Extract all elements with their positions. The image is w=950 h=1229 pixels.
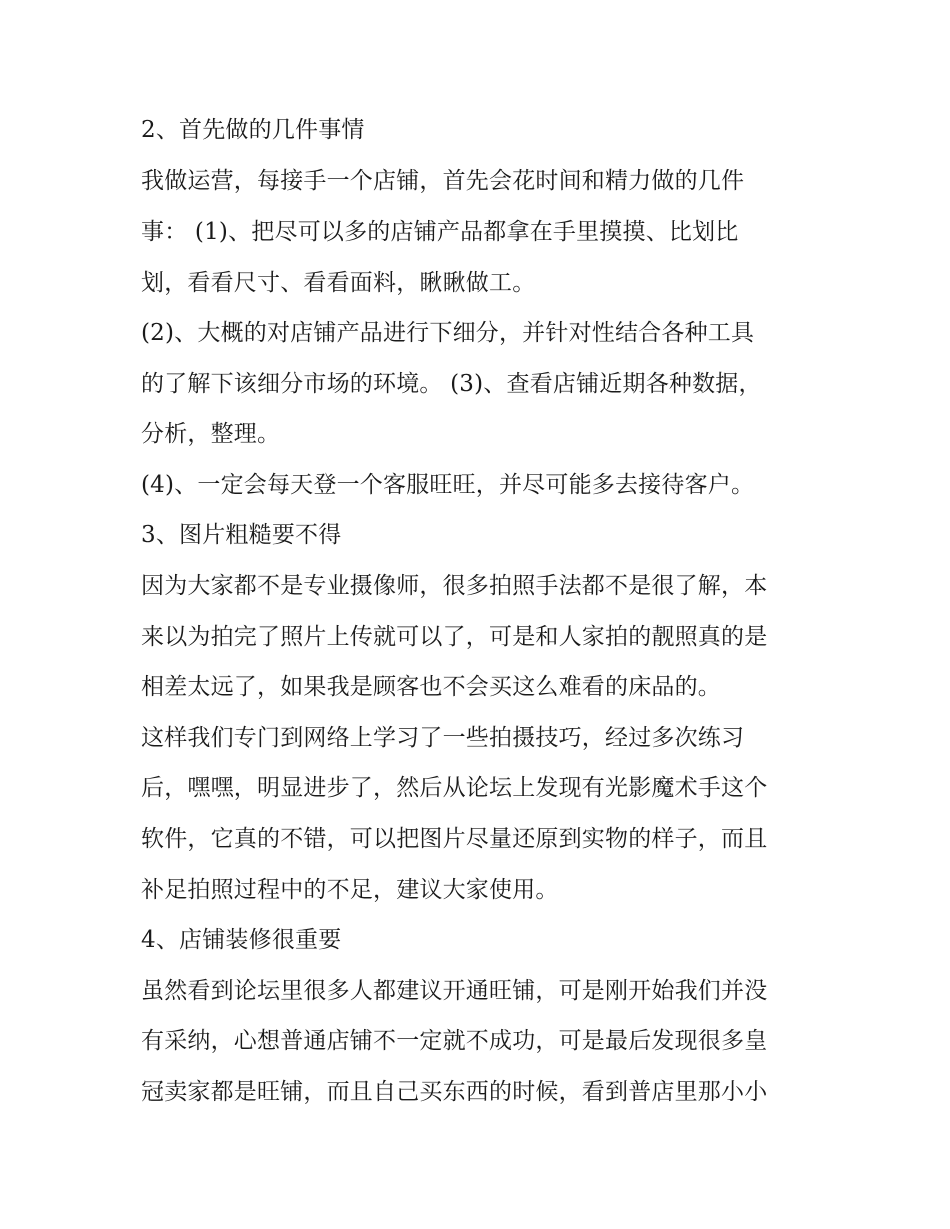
heading-section-2: 2、首先做的几件事情: [141, 117, 365, 143]
paragraph-line: 因为大家都不是专业摄像师，很多拍照手法都不是很了解，本: [141, 573, 768, 599]
paragraph-line: 冠卖家都是旺铺，而且自己买东西的时候，看到普店里那小小: [141, 1079, 768, 1105]
paragraph-line: 这样我们专门到网络上学习了一些拍摄技巧，经过多次练习: [141, 725, 745, 751]
paragraph-line: 来以为拍完了照片上传就可以了，可是和人家拍的靓照真的是: [141, 624, 768, 650]
paragraph-line: 软件，它真的不错，可以把图片尽量还原到实物的样子，而且: [141, 826, 768, 852]
paragraph-line: (2)、大概的对店铺产品进行下细分，并针对性结合各种工具: [141, 320, 755, 346]
paragraph-line: (4)、一定会每天登一个客服旺旺，并尽可能多去接待客户。: [141, 472, 755, 498]
heading-section-3: 3、图片粗糙要不得: [141, 522, 342, 548]
paragraph-line: 有采纳，心想普通店铺不一定就不成功，可是最后发现很多皇: [141, 1028, 768, 1054]
paragraph-line: 我做运营，每接手一个店铺，首先会花时间和精力做的几件: [141, 168, 745, 194]
paragraph-line: 事： (1)、把尽可以多的店铺产品都拿在手里摸摸、比划比: [141, 219, 739, 245]
paragraph-line: 后，嘿嘿，明显进步了，然后从论坛上发现有光影魔术手这个: [141, 775, 768, 801]
paragraph-line: 相差太远了，如果我是顾客也不会买这么难看的床品的。: [141, 674, 721, 700]
paragraph-line: 虽然看到论坛里很多人都建议开通旺铺，可是刚开始我们并没: [141, 978, 768, 1004]
paragraph-line: 分析，整理。: [141, 421, 281, 447]
paragraph-line: 划，看看尺寸、看看面料，瞅瞅做工。: [141, 270, 536, 296]
paragraph-line: 的了解下该细分市场的环境。 (3)、查看店铺近期各种数据，: [141, 371, 762, 397]
heading-section-4: 4、店铺装修很重要: [141, 927, 342, 953]
paragraph-line: 补足拍照过程中的不足，建议大家使用。: [141, 877, 559, 903]
